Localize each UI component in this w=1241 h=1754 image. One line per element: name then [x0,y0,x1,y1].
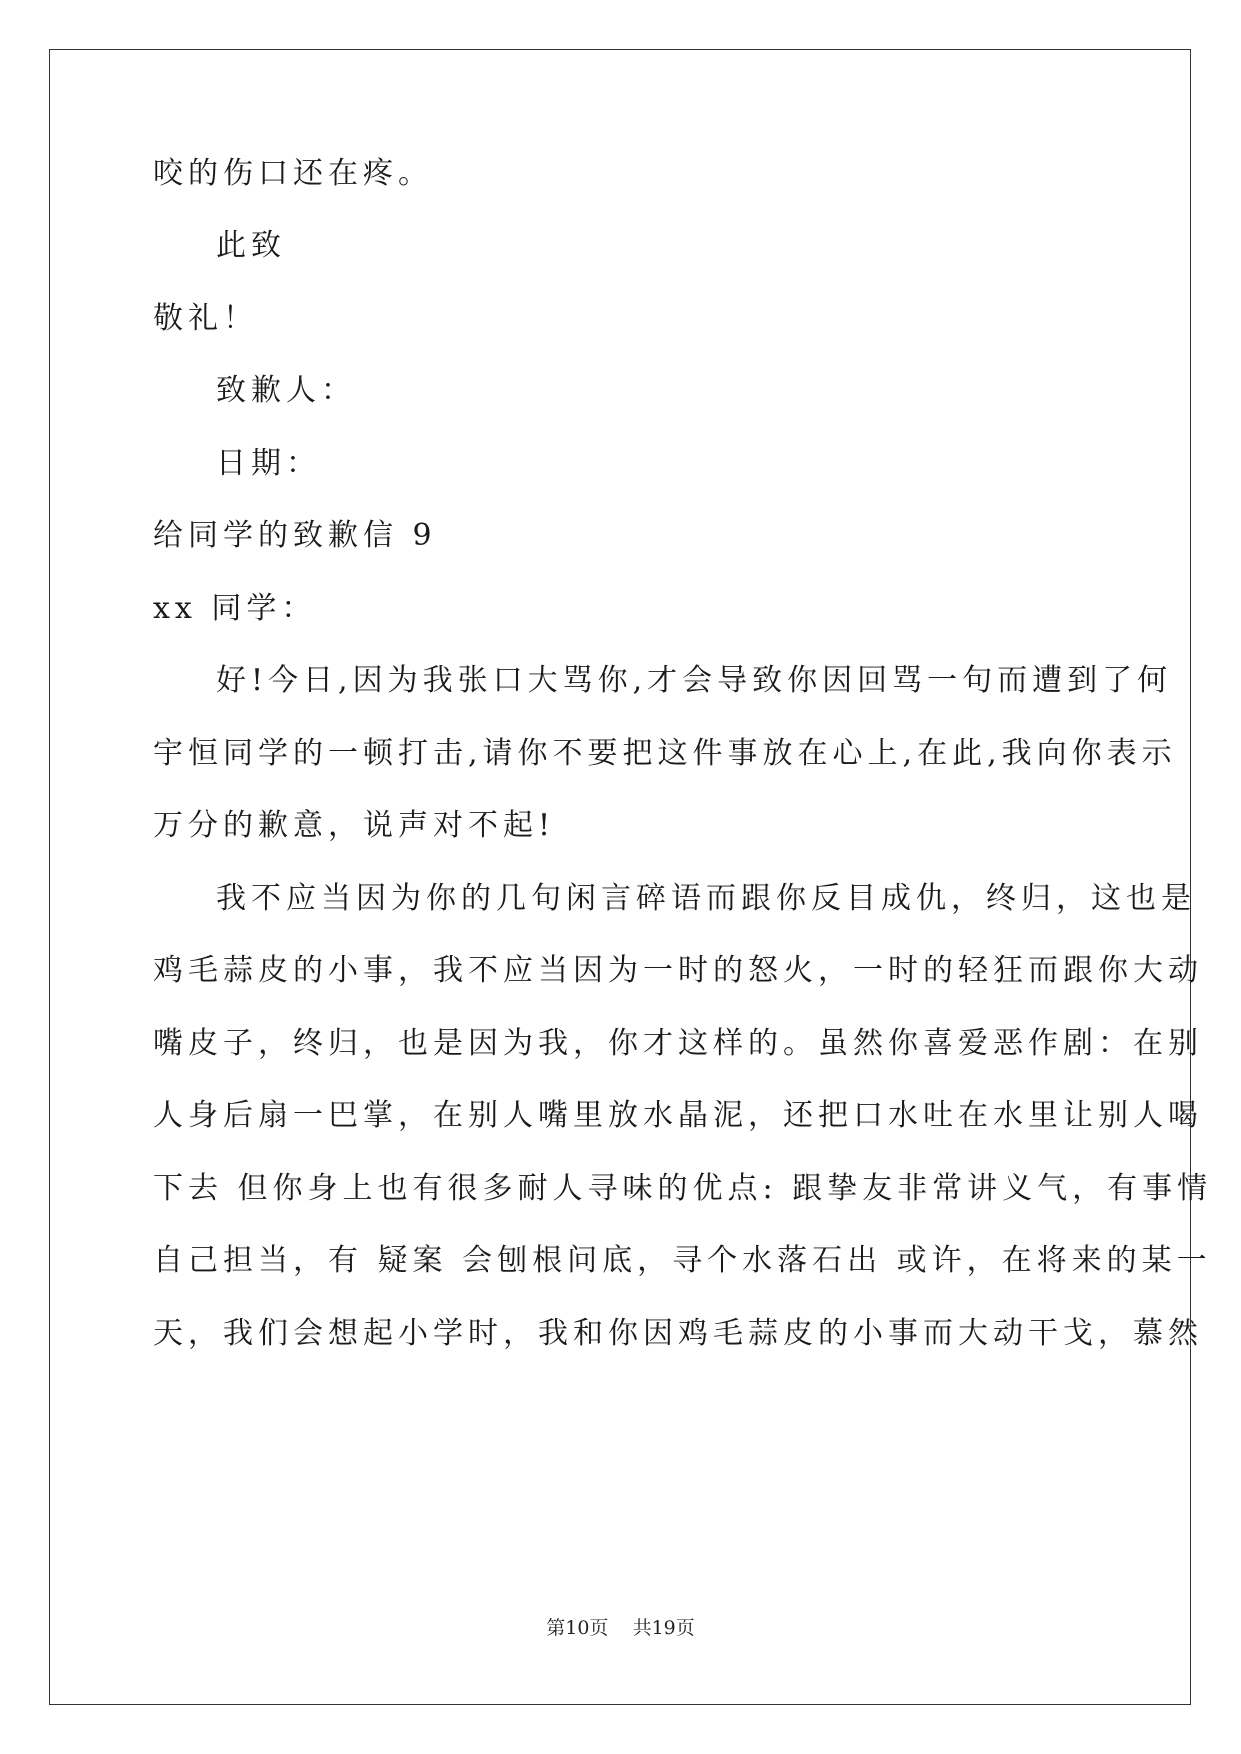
text-line: 鸡毛蒜皮的小事，我不应当因为一时的怒火，一时的轻狂而跟你大动 [153,953,1203,988]
date-label: 日期： [216,446,321,481]
text-line: 自己担当，有 疑案 会刨根问底，寻个水落石出 或许，在将来的某一 [153,1243,1212,1278]
page-number-footer [0,1616,1241,1640]
section-title: 给同学的致歉信 9 [153,518,437,553]
text-line: 宇恒同学的一顿打击,请你不要把这件事放在心上,在此,我向你表示 [153,736,1177,771]
text-line: 天，我们会想起小学时，我和你因鸡毛蒜皮的小事而大动干戈，慕然 [153,1316,1203,1351]
text-line: 咬的伤口还在疼。 [153,156,433,191]
text-line: 好!今日,因为我张口大骂你,才会导致你因回骂一句而遭到了何 [216,663,1173,698]
text-line: 我不应当因为你的几句闲言碎语而跟你反目成仇，终归，这也是 [216,881,1196,916]
greeting: xx 同学： [153,591,317,626]
text-line: 人身后扇一巴掌，在别人嘴里放水晶泥，还把口水吐在水里让别人喝 [153,1098,1203,1133]
closing-salutation: 此致 [216,228,286,263]
text-line: 嘴皮子，终归，也是因为我，你才这样的。虽然你喜爱恶作剧：在别 [153,1026,1203,1061]
signature-label: 致歉人： [216,373,356,408]
closing-regards: 敬礼！ [153,301,258,336]
page-number-label: 第10页 共19页 [546,1617,695,1639]
page-border [49,49,1191,1705]
text-line: 万分的歉意，说声对不起! [153,808,556,843]
text-line: 下去 但你身上也有很多耐人寻味的优点: 跟挚友非常讲义气，有事情 [153,1171,1213,1206]
